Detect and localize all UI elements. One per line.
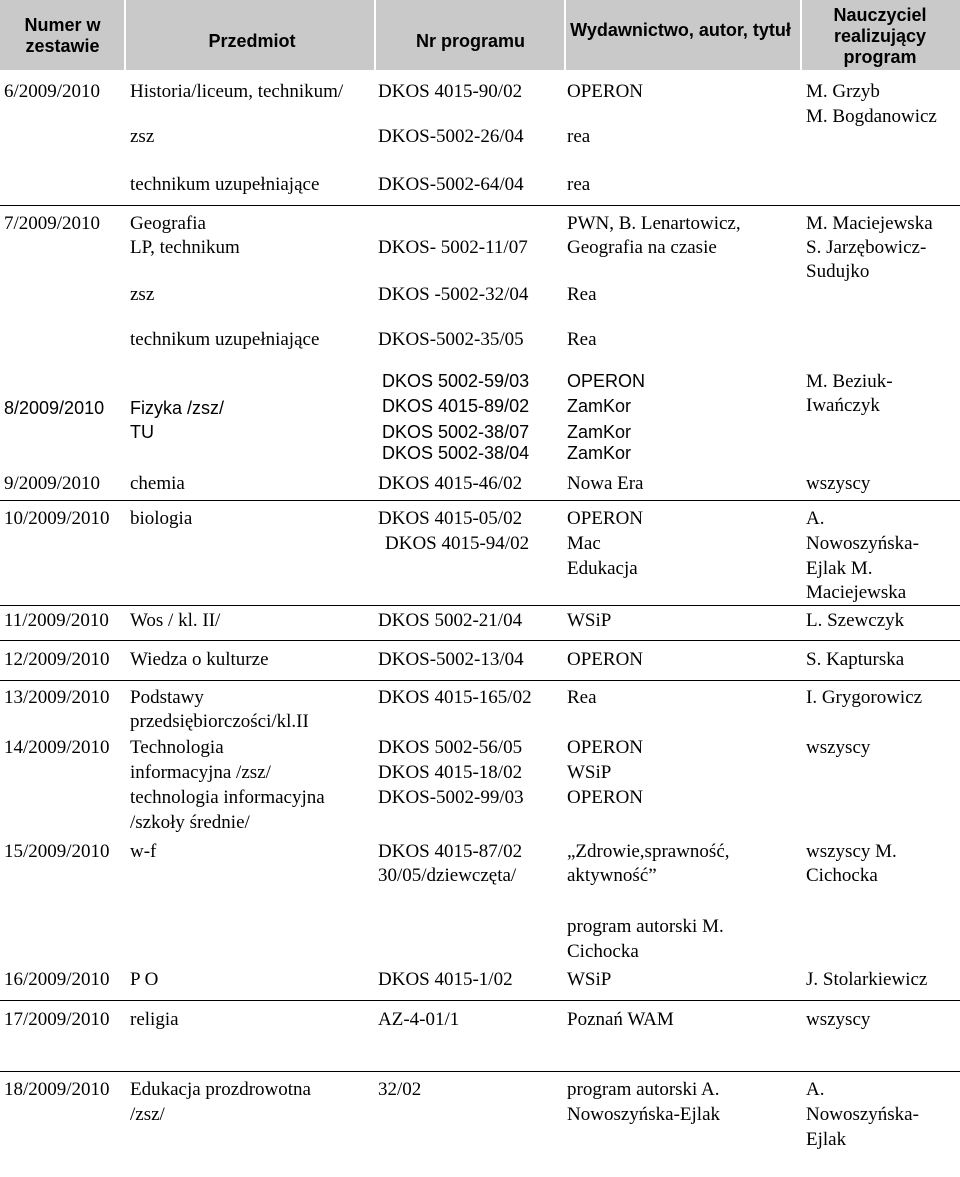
program-number: DKOS-5002-26/04	[378, 126, 524, 147]
publisher: ZamKor	[567, 396, 632, 416]
row-number: 15/2009/2010	[4, 841, 110, 862]
program-number: DKOS-5002-35/05	[378, 329, 524, 350]
teacher: Sudujko	[806, 261, 870, 282]
teacher: Ejlak	[806, 1129, 847, 1150]
publisher: ZamKor	[567, 443, 632, 463]
teacher: wszyscy	[806, 1009, 871, 1030]
header-divider	[800, 0, 802, 70]
program-number: DKOS 4015-46/02	[378, 473, 523, 494]
teacher: Maciejewska	[806, 582, 907, 603]
publisher: Nowa Era	[567, 473, 644, 494]
row-divider	[0, 1000, 960, 1001]
row-divider	[0, 680, 960, 681]
publisher: Poznań WAM	[567, 1009, 674, 1030]
subject: Podstawy	[130, 687, 204, 708]
teacher: Nowoszyńska-	[806, 1104, 919, 1125]
teacher: wszyscy M.	[806, 841, 897, 862]
publisher: Mac	[567, 533, 601, 554]
program-number: DKOS-5002-13/04	[378, 649, 524, 670]
teacher: wszyscy	[806, 737, 871, 758]
subject: technikum uzupełniające	[130, 174, 320, 195]
program-number: DKOS 4015-90/02	[378, 81, 523, 102]
subject: TU	[130, 422, 154, 442]
header-col-program: Nr programu	[415, 31, 525, 51]
program-number: DKOS-5002-64/04	[378, 174, 524, 195]
subject: P O	[130, 969, 159, 990]
teacher: M. Bogdanowicz	[806, 106, 937, 127]
subject: Fizyka /zsz/	[130, 398, 225, 418]
subject: Historia/liceum, technikum/	[130, 81, 344, 102]
subject: Geografia	[130, 213, 206, 234]
program-number: DKOS 5002-56/05	[378, 737, 523, 758]
header-col-publisher: Wydawnictwo, autor, tytuł	[570, 20, 791, 40]
teacher: Nowoszyńska-	[806, 533, 919, 554]
header-divider	[374, 0, 376, 70]
row-divider	[0, 1071, 960, 1072]
row-number: 11/2009/2010	[4, 610, 109, 631]
header-col-subject: Przedmiot	[208, 31, 296, 51]
program-number: DKOS 4015-87/02	[378, 841, 523, 862]
publisher: OPERON	[567, 649, 644, 670]
subject: przedsiębiorczości/kl.II	[130, 711, 309, 732]
publisher: „Zdrowie,sprawność,	[567, 841, 730, 862]
row-divider	[0, 205, 960, 206]
program-number: DKOS -5002-32/04	[378, 284, 529, 305]
subject: Edukacja prozdrowotna	[130, 1079, 311, 1100]
header-divider	[124, 0, 126, 70]
subject: Wiedza o kulturze	[130, 649, 269, 670]
row-number: 10/2009/2010	[4, 508, 110, 529]
publisher: program autorski M.	[567, 916, 724, 937]
program-number: DKOS 4015-165/02	[378, 687, 532, 708]
header-col-teacher: Nauczyciel realizujący program	[833, 5, 927, 67]
program-number: DKOS 4015-1/02	[378, 969, 513, 990]
program-number: DKOS- 5002-11/07	[378, 237, 528, 258]
publisher: Nowoszyńska-Ejlak	[567, 1104, 721, 1125]
program-number: DKOS 5002-21/04	[378, 610, 523, 631]
program-number: DKOS 5002-59/03	[382, 371, 530, 391]
row-number: 14/2009/2010	[4, 737, 110, 758]
publisher: rea	[567, 174, 591, 195]
program-number: DKOS 4015-18/02	[378, 762, 523, 783]
publisher: rea	[567, 126, 591, 147]
publisher: WSiP	[567, 610, 612, 631]
publisher: Edukacja	[567, 558, 638, 579]
publisher: Rea	[567, 284, 597, 305]
teacher: A.	[806, 1079, 825, 1100]
row-number: 17/2009/2010	[4, 1009, 110, 1030]
row-divider	[0, 640, 960, 641]
subject: informacyjna /zsz/	[130, 762, 271, 783]
teacher: wszyscy	[806, 473, 871, 494]
publisher: OPERON	[567, 81, 644, 102]
row-number: 6/2009/2010	[4, 81, 101, 102]
subject: zsz	[130, 284, 155, 305]
publisher: program autorski A.	[567, 1079, 720, 1100]
teacher: Iwańczyk	[806, 395, 880, 416]
subject: religia	[130, 1009, 179, 1030]
teacher: S. Jarzębowicz-	[806, 237, 927, 258]
subject: Technologia	[130, 737, 224, 758]
subject: w-f	[130, 841, 157, 862]
publisher: OPERON	[567, 508, 644, 529]
teacher: I. Grygorowicz	[806, 687, 923, 708]
publisher: WSiP	[567, 762, 612, 783]
teacher: Cichocka	[806, 865, 878, 886]
row-number: 7/2009/2010	[4, 213, 101, 234]
publisher: OPERON	[567, 371, 646, 391]
row-number: 9/2009/2010	[4, 473, 101, 494]
publisher: Cichocka	[567, 941, 639, 962]
program-number: DKOS 5002-38/04	[382, 443, 530, 463]
row-divider	[0, 605, 960, 606]
program-number: DKOS 4015-05/02	[378, 508, 523, 529]
subject: LP, technikum	[130, 237, 240, 258]
row-divider	[0, 500, 960, 501]
subject: /szkoły średnie/	[130, 812, 250, 833]
publisher: Rea	[567, 329, 597, 350]
publisher: aktywność”	[567, 865, 657, 886]
program-number: 32/02	[378, 1079, 422, 1100]
teacher: J. Stolarkiewicz	[806, 969, 928, 990]
program-number: 30/05/dziewczęta/	[378, 865, 517, 886]
teacher: Ejlak M.	[806, 558, 873, 579]
program-number: DKOS-5002-99/03	[378, 787, 524, 808]
header-col-number: Numer w zestawie	[24, 15, 101, 56]
publisher: OPERON	[567, 787, 644, 808]
row-number: 8/2009/2010	[4, 398, 105, 418]
program-number: DKOS 4015-94/02	[385, 533, 530, 554]
teacher: S. Kapturska	[806, 649, 905, 670]
publisher: Geografia na czasie	[567, 237, 717, 258]
subject: Wos / kl. II/	[130, 610, 221, 631]
subject: technikum uzupełniające	[130, 329, 320, 350]
teacher: L. Szewczyk	[806, 610, 905, 631]
teacher: M. Grzyb	[806, 81, 880, 102]
program-number: DKOS 4015-89/02	[382, 396, 530, 416]
table-header	[0, 0, 960, 70]
subject: zsz	[130, 126, 155, 147]
publisher: OPERON	[567, 737, 644, 758]
subject: /zsz/	[130, 1104, 165, 1125]
row-number: 18/2009/2010	[4, 1079, 110, 1100]
teacher: A.	[806, 508, 825, 529]
publisher: PWN, B. Lenartowicz,	[567, 213, 741, 234]
publisher: ZamKor	[567, 422, 632, 442]
row-number: 16/2009/2010	[4, 969, 110, 990]
teacher: M. Maciejewska	[806, 213, 933, 234]
subject: biologia	[130, 508, 193, 529]
program-number: DKOS 5002-38/07	[382, 422, 530, 442]
subject: technologia informacyjna	[130, 787, 325, 808]
program-number: AZ-4-01/1	[378, 1009, 460, 1030]
header-divider	[564, 0, 566, 70]
subject: chemia	[130, 473, 185, 494]
row-number: 13/2009/2010	[4, 687, 110, 708]
row-number: 12/2009/2010	[4, 649, 110, 670]
publisher: WSiP	[567, 969, 612, 990]
teacher: M. Beziuk-	[806, 371, 893, 392]
publisher: Rea	[567, 687, 597, 708]
